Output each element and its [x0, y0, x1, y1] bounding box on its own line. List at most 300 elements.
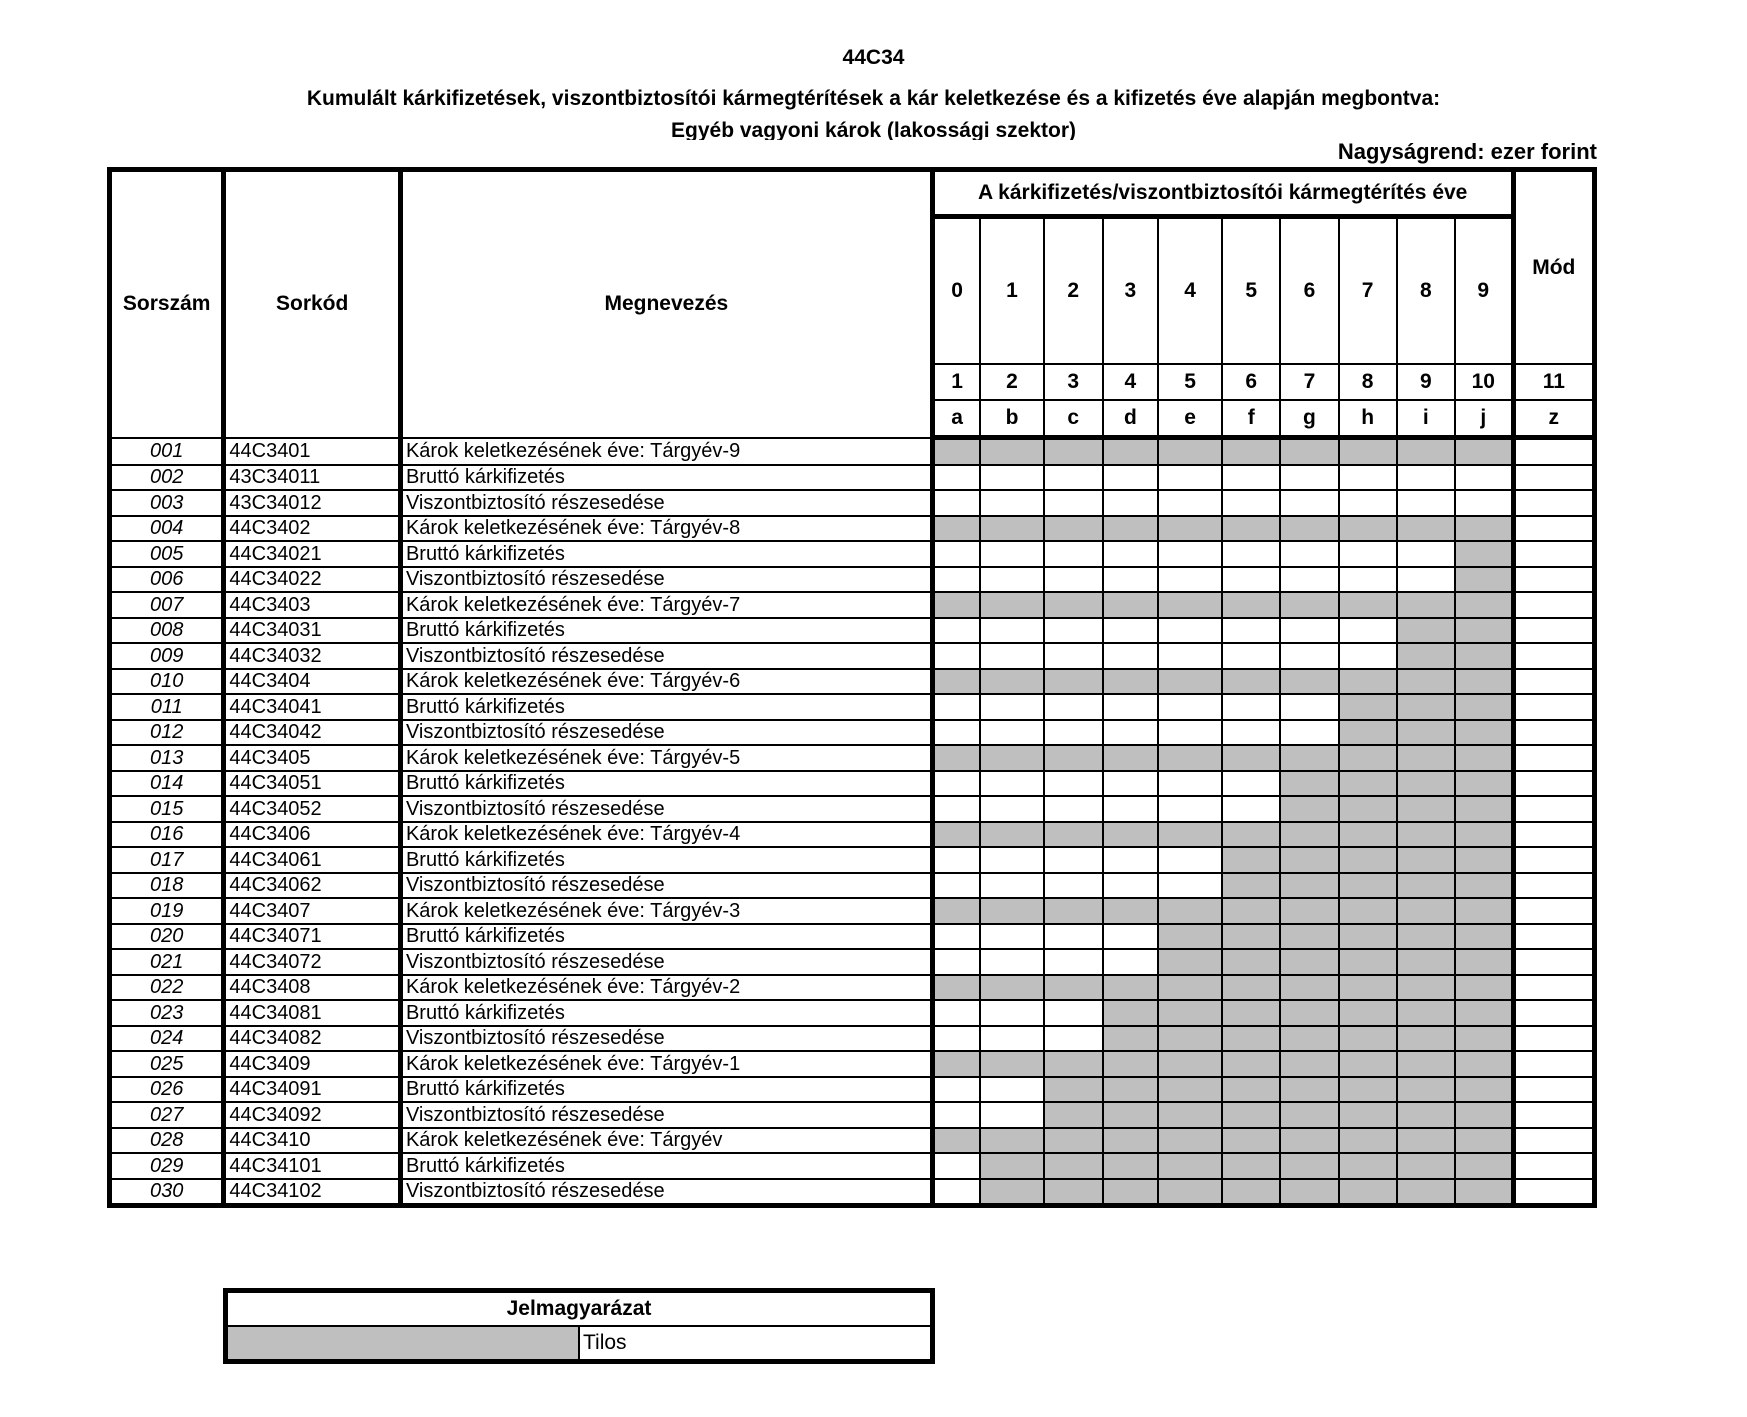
mod-cell[interactable] — [1513, 694, 1594, 720]
input-cell[interactable] — [1044, 618, 1103, 644]
input-cell[interactable] — [980, 1026, 1043, 1052]
row-sorszam: 013 — [110, 745, 224, 771]
forbidden-cell — [1280, 771, 1338, 797]
input-cell[interactable] — [932, 490, 980, 516]
mod-cell[interactable] — [1513, 975, 1594, 1001]
forbidden-cell — [1158, 924, 1222, 950]
input-cell[interactable] — [1222, 541, 1280, 567]
input-cell[interactable] — [932, 796, 980, 822]
forbidden-cell — [1397, 975, 1455, 1001]
table-row — [110, 847, 1595, 873]
forbidden-cell — [1455, 1051, 1513, 1077]
mod-cell[interactable] — [1513, 1077, 1594, 1103]
forbidden-cell — [1044, 898, 1103, 924]
input-cell[interactable] — [1222, 771, 1280, 797]
mod-cell[interactable] — [1513, 924, 1594, 950]
row-megnevezes: Bruttó kárkifizetés — [400, 1077, 932, 1103]
forbidden-cell — [1280, 1000, 1338, 1026]
forbidden-cell — [980, 975, 1043, 1001]
forbidden-cell — [1044, 1051, 1103, 1077]
input-cell[interactable] — [980, 618, 1043, 644]
input-cell[interactable] — [980, 490, 1043, 516]
input-cell[interactable] — [1044, 847, 1103, 873]
forbidden-cell — [1455, 643, 1513, 669]
forbidden-cell — [1044, 975, 1103, 1001]
row-megnevezes: Károk keletkezésének éve: Tárgyév-3 — [400, 898, 932, 924]
legend-item-label: Tilos — [579, 1326, 933, 1362]
forbidden-cell — [1455, 567, 1513, 593]
row-sorkod: 44C34052 — [224, 796, 401, 822]
row-sorkod: 44C34032 — [224, 643, 401, 669]
forbidden-cell — [1455, 796, 1513, 822]
input-cell[interactable] — [1222, 567, 1280, 593]
input-cell[interactable] — [932, 1000, 980, 1026]
table-row — [110, 490, 1595, 516]
input-cell[interactable] — [1158, 465, 1222, 491]
forbidden-cell — [1397, 618, 1455, 644]
input-cell[interactable] — [1222, 618, 1280, 644]
forbidden-cell — [1397, 1026, 1455, 1052]
row-megnevezes: Károk keletkezésének éve: Tárgyév-4 — [400, 822, 932, 848]
input-cell[interactable] — [932, 1179, 980, 1206]
input-cell[interactable] — [1158, 643, 1222, 669]
legend-title: Jelmagyarázat — [226, 1291, 933, 1327]
forbidden-cell — [1455, 873, 1513, 899]
header-colnum-4: 4 — [1103, 364, 1158, 400]
input-cell[interactable] — [1222, 490, 1280, 516]
input-cell[interactable] — [1397, 465, 1455, 491]
input-cell[interactable] — [1044, 465, 1103, 491]
header-colletter-z: z — [1513, 400, 1594, 438]
mod-cell[interactable] — [1513, 745, 1594, 771]
mod-cell[interactable] — [1513, 1153, 1594, 1179]
table-row — [110, 516, 1595, 542]
forbidden-cell — [1455, 720, 1513, 746]
forbidden-cell — [1222, 438, 1280, 465]
forbidden-cell — [980, 592, 1043, 618]
forbidden-cell — [1397, 1153, 1455, 1179]
forbidden-cell — [932, 1051, 980, 1077]
mod-cell[interactable] — [1513, 822, 1594, 848]
input-cell[interactable] — [1280, 490, 1338, 516]
forbidden-cell — [1397, 1128, 1455, 1154]
forbidden-cell — [1339, 1102, 1397, 1128]
input-cell[interactable] — [1158, 541, 1222, 567]
input-cell[interactable] — [1103, 847, 1158, 873]
input-cell[interactable] — [932, 924, 980, 950]
header-colnum-8: 8 — [1339, 364, 1397, 400]
forbidden-cell — [1280, 822, 1338, 848]
input-cell[interactable] — [1222, 694, 1280, 720]
row-megnevezes: Károk keletkezésének éve: Tárgyév-7 — [400, 592, 932, 618]
header-colnum-1: 1 — [932, 364, 980, 400]
row-sorszam: 029 — [110, 1153, 224, 1179]
forbidden-cell — [1455, 975, 1513, 1001]
input-cell[interactable] — [1158, 873, 1222, 899]
input-cell[interactable] — [1044, 567, 1103, 593]
input-cell[interactable] — [932, 567, 980, 593]
input-cell[interactable] — [1044, 541, 1103, 567]
mod-cell[interactable] — [1513, 516, 1594, 542]
forbidden-cell — [1397, 694, 1455, 720]
input-cell[interactable] — [1280, 567, 1338, 593]
forbidden-cell — [1158, 1000, 1222, 1026]
forbidden-cell — [1455, 771, 1513, 797]
input-cell[interactable] — [1103, 720, 1158, 746]
mod-cell[interactable] — [1513, 465, 1594, 491]
row-megnevezes: Bruttó kárkifizetés — [400, 618, 932, 644]
row-megnevezes: Károk keletkezésének éve: Tárgyév-9 — [400, 438, 932, 465]
input-cell[interactable] — [932, 771, 980, 797]
input-cell[interactable] — [980, 465, 1043, 491]
mod-cell[interactable] — [1513, 1026, 1594, 1052]
forbidden-cell — [1339, 438, 1397, 465]
input-cell[interactable] — [932, 1077, 980, 1103]
forbidden-cell — [932, 822, 980, 848]
forbidden-cell — [1455, 847, 1513, 873]
mod-cell[interactable] — [1513, 873, 1594, 899]
input-cell[interactable] — [1103, 796, 1158, 822]
input-cell[interactable] — [1339, 567, 1397, 593]
forbidden-cell — [1222, 1128, 1280, 1154]
row-sorszam: 024 — [110, 1026, 224, 1052]
input-cell[interactable] — [1158, 771, 1222, 797]
forbidden-cell — [1339, 669, 1397, 695]
input-cell[interactable] — [1455, 465, 1513, 491]
row-megnevezes: Viszontbiztosító részesedése — [400, 567, 932, 593]
input-cell[interactable] — [1044, 643, 1103, 669]
mod-cell[interactable] — [1513, 541, 1594, 567]
header-year-2: 2 — [1044, 217, 1103, 365]
input-cell[interactable] — [932, 720, 980, 746]
mod-cell[interactable] — [1513, 949, 1594, 975]
input-cell[interactable] — [1158, 694, 1222, 720]
forbidden-cell — [1103, 898, 1158, 924]
mod-cell[interactable] — [1513, 567, 1594, 593]
mod-cell[interactable] — [1513, 438, 1594, 465]
input-cell[interactable] — [1044, 1000, 1103, 1026]
forbidden-cell — [1280, 592, 1338, 618]
input-cell[interactable] — [1158, 567, 1222, 593]
forbidden-cell — [980, 822, 1043, 848]
table-row — [110, 1153, 1595, 1179]
input-cell[interactable] — [1103, 490, 1158, 516]
input-cell[interactable] — [1103, 949, 1158, 975]
forbidden-cell — [1280, 516, 1338, 542]
table-row — [110, 541, 1595, 567]
forbidden-cell — [1339, 949, 1397, 975]
forbidden-cell — [1339, 898, 1397, 924]
input-cell[interactable] — [1103, 567, 1158, 593]
forbidden-cell — [1103, 822, 1158, 848]
input-cell[interactable] — [1044, 796, 1103, 822]
header-colletter-a: a — [932, 400, 980, 438]
row-megnevezes: Bruttó kárkifizetés — [400, 847, 932, 873]
input-cell[interactable] — [1158, 490, 1222, 516]
row-sorszam: 003 — [110, 490, 224, 516]
forbidden-cell — [1455, 592, 1513, 618]
input-cell[interactable] — [932, 541, 980, 567]
input-cell[interactable] — [1044, 873, 1103, 899]
forbidden-cell — [1158, 822, 1222, 848]
mod-cell[interactable] — [1513, 1000, 1594, 1026]
input-cell[interactable] — [1044, 771, 1103, 797]
forbidden-cell — [1339, 1000, 1397, 1026]
forbidden-cell — [1455, 618, 1513, 644]
input-cell[interactable] — [1222, 796, 1280, 822]
forbidden-cell — [1158, 1128, 1222, 1154]
input-cell[interactable] — [980, 771, 1043, 797]
header-year-8: 8 — [1397, 217, 1455, 365]
mod-cell[interactable] — [1513, 1179, 1594, 1206]
forbidden-cell — [1280, 975, 1338, 1001]
forbidden-cell — [980, 1051, 1043, 1077]
forbidden-cell — [1339, 516, 1397, 542]
input-cell[interactable] — [1044, 1026, 1103, 1052]
input-cell[interactable] — [932, 618, 980, 644]
row-sorkod: 44C3402 — [224, 516, 401, 542]
input-cell[interactable] — [1280, 465, 1338, 491]
input-cell[interactable] — [980, 1077, 1043, 1103]
forbidden-cell — [1280, 1153, 1338, 1179]
forbidden-cell — [1397, 745, 1455, 771]
header-year-6: 6 — [1280, 217, 1338, 365]
input-cell[interactable] — [1339, 490, 1397, 516]
input-cell[interactable] — [1397, 567, 1455, 593]
input-cell[interactable] — [980, 1102, 1043, 1128]
input-cell[interactable] — [932, 643, 980, 669]
row-sorszam: 004 — [110, 516, 224, 542]
forbidden-cell — [1103, 1000, 1158, 1026]
row-sorkod: 44C34031 — [224, 618, 401, 644]
forbidden-cell — [1339, 720, 1397, 746]
row-sorkod: 44C3404 — [224, 669, 401, 695]
row-sorszam: 007 — [110, 592, 224, 618]
forbidden-cell — [1280, 924, 1338, 950]
forbidden-cell — [1280, 873, 1338, 899]
input-cell[interactable] — [1339, 465, 1397, 491]
forbidden-cell — [1339, 694, 1397, 720]
row-sorkod: 44C34062 — [224, 873, 401, 899]
row-megnevezes: Bruttó kárkifizetés — [400, 1000, 932, 1026]
forbidden-cell — [1397, 1051, 1455, 1077]
row-sorkod: 44C3410 — [224, 1128, 401, 1154]
forbidden-cell — [1397, 1179, 1455, 1206]
row-sorkod: 44C3405 — [224, 745, 401, 771]
header-colletter-b: b — [980, 400, 1043, 438]
input-cell[interactable] — [1103, 541, 1158, 567]
forbidden-cell — [1103, 1077, 1158, 1103]
header-colnum-11: 11 — [1513, 364, 1594, 400]
row-megnevezes: Bruttó kárkifizetés — [400, 1153, 932, 1179]
input-cell[interactable] — [932, 694, 980, 720]
forbidden-cell — [1280, 796, 1338, 822]
mod-cell[interactable] — [1513, 1102, 1594, 1128]
forbidden-cell — [1044, 1077, 1103, 1103]
input-cell[interactable] — [932, 1026, 980, 1052]
input-cell[interactable] — [932, 949, 980, 975]
forbidden-cell — [1455, 438, 1513, 465]
row-sorkod: 44C34072 — [224, 949, 401, 975]
mod-cell[interactable] — [1513, 898, 1594, 924]
row-sorszam: 005 — [110, 541, 224, 567]
forbidden-cell — [1339, 745, 1397, 771]
header-colletter-f: f — [1222, 400, 1280, 438]
forbidden-cell — [1158, 438, 1222, 465]
mod-cell[interactable] — [1513, 592, 1594, 618]
forbidden-cell — [932, 745, 980, 771]
forbidden-cell — [1158, 1102, 1222, 1128]
input-cell[interactable] — [932, 1153, 980, 1179]
table-row — [110, 643, 1595, 669]
forbidden-cell — [1455, 541, 1513, 567]
row-sorkod: 44C34092 — [224, 1102, 401, 1128]
input-cell[interactable] — [1158, 618, 1222, 644]
forbidden-cell — [1455, 1128, 1513, 1154]
input-cell[interactable] — [980, 541, 1043, 567]
row-megnevezes: Viszontbiztosító részesedése — [400, 1179, 932, 1206]
input-cell[interactable] — [980, 643, 1043, 669]
mod-cell[interactable] — [1513, 771, 1594, 797]
forbidden-cell — [1280, 1128, 1338, 1154]
input-cell[interactable] — [980, 847, 1043, 873]
mod-cell[interactable] — [1513, 720, 1594, 746]
input-cell[interactable] — [1103, 694, 1158, 720]
input-cell[interactable] — [932, 1102, 980, 1128]
input-cell[interactable] — [1103, 771, 1158, 797]
forbidden-cell — [1339, 1128, 1397, 1154]
forbidden-cell — [1397, 1000, 1455, 1026]
input-cell[interactable] — [1158, 847, 1222, 873]
forbidden-cell — [1222, 873, 1280, 899]
input-cell[interactable] — [1339, 618, 1397, 644]
input-cell[interactable] — [932, 465, 980, 491]
input-cell[interactable] — [1044, 720, 1103, 746]
row-sorkod: 44C34081 — [224, 1000, 401, 1026]
form-subtitle-line2: Egyéb vagyoni károk (lakossági szektor) — [671, 119, 1076, 140]
input-cell[interactable] — [1397, 541, 1455, 567]
input-cell[interactable] — [1339, 643, 1397, 669]
input-cell[interactable] — [980, 694, 1043, 720]
row-megnevezes: Viszontbiztosító részesedése — [400, 720, 932, 746]
forbidden-cell — [980, 1128, 1043, 1154]
forbidden-cell — [1339, 771, 1397, 797]
forbidden-cell — [1222, 516, 1280, 542]
input-cell[interactable] — [1397, 490, 1455, 516]
forbidden-cell — [1339, 1179, 1397, 1206]
forbidden-cell — [1397, 898, 1455, 924]
forbidden-cell — [1339, 796, 1397, 822]
header-mod: Mód — [1513, 170, 1594, 365]
forbidden-cell — [932, 669, 980, 695]
table-row — [110, 975, 1595, 1001]
forbidden-cell — [1103, 1153, 1158, 1179]
row-sorkod: 44C34021 — [224, 541, 401, 567]
input-cell[interactable] — [1103, 643, 1158, 669]
forbidden-cell — [1455, 1153, 1513, 1179]
input-cell[interactable] — [1339, 541, 1397, 567]
mod-cell[interactable] — [1513, 847, 1594, 873]
row-sorkod: 44C34091 — [224, 1077, 401, 1103]
data-table — [107, 167, 1597, 1208]
input-cell[interactable] — [1103, 618, 1158, 644]
table-row — [110, 1102, 1595, 1128]
input-cell[interactable] — [932, 847, 980, 873]
input-cell[interactable] — [1044, 490, 1103, 516]
mod-cell[interactable] — [1513, 796, 1594, 822]
row-sorszam: 020 — [110, 924, 224, 950]
input-cell[interactable] — [1455, 490, 1513, 516]
input-cell[interactable] — [1280, 618, 1338, 644]
input-cell[interactable] — [980, 873, 1043, 899]
forbidden-cell — [1103, 975, 1158, 1001]
forbidden-cell — [1222, 847, 1280, 873]
forbidden-cell — [1455, 1102, 1513, 1128]
input-cell[interactable] — [1158, 796, 1222, 822]
input-cell[interactable] — [1280, 541, 1338, 567]
mod-cell[interactable] — [1513, 490, 1594, 516]
input-cell[interactable] — [932, 873, 980, 899]
input-cell[interactable] — [980, 567, 1043, 593]
forbidden-cell — [1158, 975, 1222, 1001]
input-cell[interactable] — [980, 1000, 1043, 1026]
forbidden-cell — [1222, 1026, 1280, 1052]
forbidden-cell — [1280, 669, 1338, 695]
input-cell[interactable] — [980, 720, 1043, 746]
legend-swatch — [226, 1326, 580, 1362]
input-cell[interactable] — [1222, 720, 1280, 746]
input-cell[interactable] — [1044, 924, 1103, 950]
input-cell[interactable] — [980, 796, 1043, 822]
input-cell[interactable] — [1280, 694, 1338, 720]
input-cell[interactable] — [1103, 924, 1158, 950]
input-cell[interactable] — [1158, 720, 1222, 746]
row-sorszam: 022 — [110, 975, 224, 1001]
forbidden-cell — [1103, 1102, 1158, 1128]
forbidden-cell — [1222, 1051, 1280, 1077]
input-cell[interactable] — [980, 924, 1043, 950]
header-sorkod: Sorkód — [224, 170, 401, 438]
forbidden-cell — [1280, 898, 1338, 924]
forbidden-cell — [1455, 669, 1513, 695]
mod-cell[interactable] — [1513, 669, 1594, 695]
forbidden-cell — [932, 975, 980, 1001]
table-row — [110, 949, 1595, 975]
input-cell[interactable] — [1044, 694, 1103, 720]
forbidden-cell — [1397, 796, 1455, 822]
input-cell[interactable] — [1280, 643, 1338, 669]
input-cell[interactable] — [1222, 465, 1280, 491]
forbidden-cell — [1222, 1000, 1280, 1026]
row-sorszam: 008 — [110, 618, 224, 644]
mod-cell[interactable] — [1513, 1051, 1594, 1077]
input-cell[interactable] — [1103, 465, 1158, 491]
forbidden-cell — [1280, 438, 1338, 465]
input-cell[interactable] — [1103, 873, 1158, 899]
header-colletter-i: i — [1397, 400, 1455, 438]
mod-cell[interactable] — [1513, 618, 1594, 644]
row-sorszam: 028 — [110, 1128, 224, 1154]
mod-cell[interactable] — [1513, 1128, 1594, 1154]
input-cell[interactable] — [980, 949, 1043, 975]
input-cell[interactable] — [1044, 949, 1103, 975]
input-cell[interactable] — [1280, 720, 1338, 746]
forbidden-cell — [1397, 924, 1455, 950]
input-cell[interactable] — [1222, 643, 1280, 669]
mod-cell[interactable] — [1513, 643, 1594, 669]
table-row — [110, 796, 1595, 822]
forbidden-cell — [1158, 1051, 1222, 1077]
